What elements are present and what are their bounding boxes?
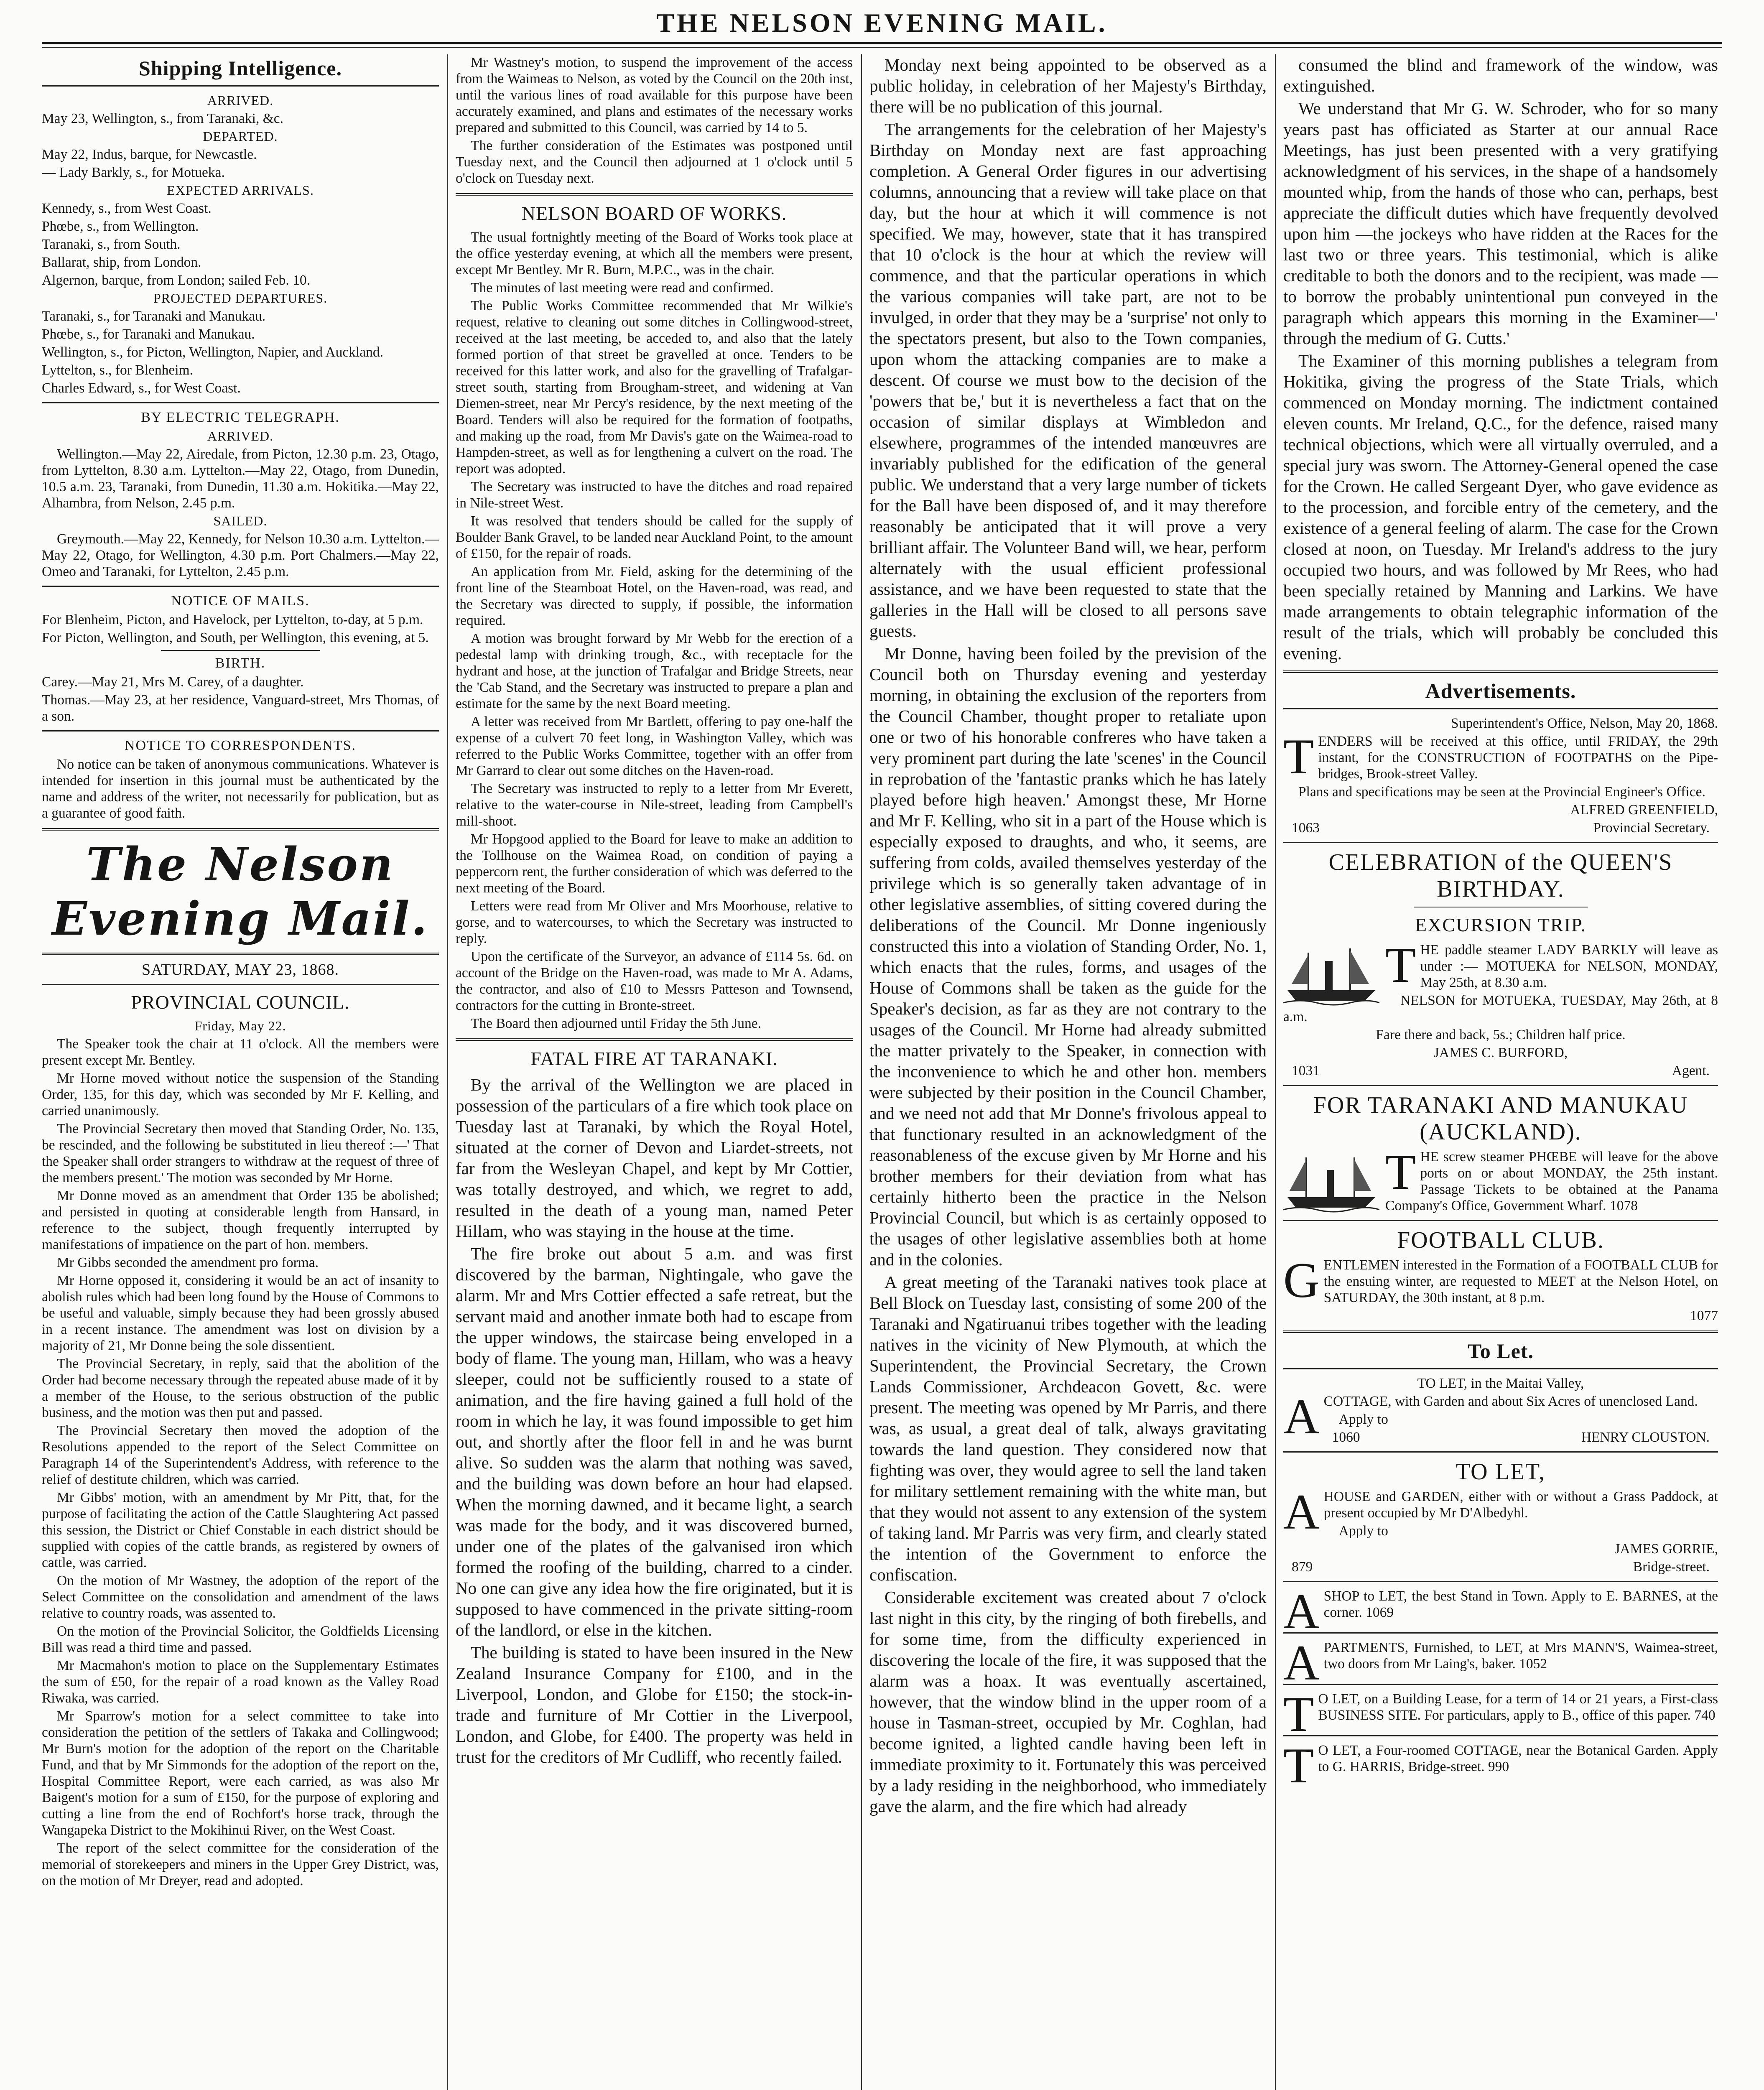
paragraph: By the arrival of the Wellington we are placed in possession of the particulars of a fire which took place on Tuesday last at Taranaki, by which the Royal Hotel, situated at the corner of Devon and Liardet-streets, not far from the Wesleyan Chapel, and kept by Mr Cottier, was totally destroyed, and which, we regret to add, resulted in the death of a young man, named Peter Hillam, who was staying in the house at the time. — [456, 1075, 853, 1241]
paragraph: The building is stated to have been insured in the New Zealand Insurance Company for £100, and in the Liverpool, London, and Globe for £150; the stock-in-trade and furniture of Mr Cottier in the Liverpool, London, and Globe, for £400. The property was held in trust for the creditors of Mr Cudliff, who recently failed. — [456, 1643, 853, 1766]
list-item: Carey.—May 21, Mrs M. Carey, of a daughter. — [42, 674, 304, 690]
correspondents-notice: No notice can be taken of anonymous communications. Whatever is intended for insertion in this journal must be authenticated by the name and address of the writer, not necessarily for publication, but as a guarantee of good faith. — [42, 757, 439, 821]
ad-text: HE paddle steamer LADY BARKLY will leave as under :— MOTUEKA for NELSON, MONDAY, May 25th, at 8.30 a.m. — [1420, 942, 1718, 990]
ad-text: ENTLEMEN interested in the Formation of a FOOTBALL CLUB for the ensuing winter, are requested to MEET at the Nelson Hotel, on SATURDAY, the 30th instant, at 8 p.m. — [1323, 1257, 1718, 1305]
divider — [1283, 1684, 1718, 1685]
ad-heading: FOOTBALL CLUB. — [1397, 1227, 1604, 1253]
to-let-heading: To Let. — [1468, 1339, 1534, 1363]
drop-cap: T — [1385, 1144, 1416, 1200]
ad-title: Agent. — [1672, 1063, 1710, 1078]
paragraph: The Provincial Secretary then moved the adoption of the Resolutions appended to the report of the Select Committee on Paragraph 14 of the Superintendent's Address, with reference to the relief of destitute children, which was carried. — [42, 1423, 439, 1487]
paragraph: The Examiner of this morning publishes a telegram from Hokitika, giving the progress of the State Trials, which commenced on Monday morning. The indictment contained eleven counts. Mr Ireland, Q.C., for the defence, raised many technical objections, which were all virtually overruled, and a special jury was sworn. The Attorney-General opened the case for the Crown. He called Sergeant Dyer, who gave evidence as to the procession, and forcible entry of the cemetery, and the existence of a general feeling of alarm. The case for the Crown closed at noon, on Tuesday. Mr Ireland's address to the jury occupied two hours, and was followed by Mr Rees, who had been specially retained by Manning and Larkins. We have made arrangements to obtain telegraphic information of the result of the trials, which will probably be concluded this evening. — [1283, 351, 1718, 663]
board-of-works-heading: NELSON BOARD OF WORKS. — [521, 203, 787, 224]
divider — [1283, 1632, 1718, 1634]
list-item: Ballarat, ship, from London. — [42, 255, 201, 270]
ad-number: 879 — [1292, 1559, 1313, 1575]
divider — [1283, 1085, 1718, 1086]
ad-number: 1031 — [1292, 1063, 1320, 1078]
ad-house-garden — [1283, 1458, 1718, 1575]
column-4 — [1283, 54, 1718, 2090]
paragraph: The fire broke out about 5 a.m. and was first discovered by the barman, Nightingale, who gave the alarm. Mr and Mrs Cottier effected a safe retreat, but the servant maid and another inmate both had to escape from the upper windows, the staircase being enveloped in a body of flame. The young man, Hillam, who was a heavy sleeper, could not be sufficiently roused to a state of animation, and the fire having gained a full hold of the room in which he lay, it was found impossible to get him out, and shortly after the floor fell in and he was burnt alive. So sudden was the alarm that nothing was saved, and the building was down before an hour had elapsed. When the morning dawned, and it became light, a search was made for the body, and it was discovered burned, under one of the plates of the galvanised iron which formed the roofing of the building, charred to a cinder. No one can give any idea how the fire originated, but it is supposed to have commenced in the private sitting-room of the landlord, or else in the kitchen. — [456, 1244, 853, 1639]
masthead: THE NELSON EVENING MAIL. — [656, 8, 1108, 38]
tel-arrived-heading: ARRIVED. — [207, 428, 274, 443]
ad-cottage-botanical — [1283, 1738, 1718, 1793]
column-1 — [42, 54, 439, 2090]
column-2 — [456, 54, 853, 2090]
paragraph: The Speaker took the chair at 11 o'clock. All the members were present except Mr. Bentley. — [42, 1036, 439, 1068]
divider — [1283, 670, 1718, 673]
ad-football — [1283, 1227, 1718, 1324]
paragraph: An application from Mr. Field, asking for the determining of the front line of the Steamboat Hotel, on the Haven-road, was read, and the Secretary was directed to supply, if possible, the information required. — [456, 564, 853, 628]
paragraph: Letters were read from Mr Oliver and Mrs Moorhouse, relative to gorse, and to watercourses, to which the Secretary was instructed to reply. — [456, 898, 853, 946]
paragraph: Mr Sparrow's motion for a select committee to take into consideration the petition of the settlers of Takaka and Collingwood; Mr Burn's motion for the adoption of the report on the Charitable Fund, and that by Mr Simmonds for the adoption of the report on the, Hospital Committee Report, were each carried, as was also Mr Baigent's motion for a sum of £150, for the purpose of exploring and cutting a line from the end of Rochfort's horse track, through the Wangapeka District to the Mokihinui River, on the West Coast. — [42, 1708, 439, 1838]
list-item: Phœbe, s., from Wellington. — [42, 219, 199, 234]
departed-heading: DEPARTED. — [203, 129, 278, 144]
divider — [1283, 1330, 1718, 1333]
paragraph: Mr Macmahon's motion to place on the Supplementary Estimates the sum of £50, for the repair of a road known as the Valley Road Riwaka, was carried. — [42, 1658, 439, 1706]
expected-list — [42, 200, 439, 288]
arrived-heading: ARRIVED. — [207, 93, 274, 108]
paragraph: Mr Hopgood applied to the Board for leave to make an addition to the Tollhouse on the Waimea Road, on condition of paying a peppercorn rent, the further consideration of which was deferred to the next meeting of the Board. — [456, 831, 853, 896]
paragraph: The Provincial Secretary, in reply, said that the abolition of the Order had become necessary through the repeated abuse made of it by a member of the House, to the serious obstruction of the public business, and the motion was then put and passed. — [42, 1356, 439, 1420]
divider — [1283, 842, 1718, 843]
column-divider — [861, 54, 862, 2090]
paper-nameplate: The Nelson Evening Mail. — [52, 837, 429, 946]
births-list — [42, 674, 439, 724]
council-continued — [456, 54, 853, 186]
ad-text: SHOP to LET, the best Stand in Town. Apply to E. BARNES, at the corner. 1069 — [1323, 1588, 1718, 1620]
ad-phoebe — [1283, 1092, 1718, 1214]
drop-cap: A — [1283, 1583, 1320, 1639]
ad-number: 1077 — [1690, 1308, 1718, 1323]
departed-list — [42, 146, 439, 181]
paragraph: The Provincial Secretary then moved that Standing Order, No. 135, be rescinded, and the following be substituted in lieu thereof :—' That the Speaker shall order strangers to withdraw at the request of three of the members present.' The motion was seconded by Mr Horne. — [42, 1121, 439, 1185]
divider — [161, 650, 320, 651]
divider — [42, 953, 439, 955]
drop-cap: T — [1283, 729, 1314, 784]
column-divider — [447, 54, 448, 2090]
ad-signature: JAMES GORRIE, — [1614, 1541, 1718, 1557]
ad-street: Bridge-street. — [1633, 1559, 1710, 1575]
paragraph: Mr Wastney's motion, to suspend the improvement of the access from the Waimeas to Nelson, as voted by the Council on the 20th inst, until the various lines of road available for this purpose have been accurately examined, and plans and estimates of the necessary works prepared and submitted to this Council, was carried by 14 to 5. — [456, 55, 853, 135]
list-item: May 22, Indus, barque, for Newcastle. — [42, 147, 257, 162]
paragraph: Upon the certificate of the Surveyor, an advance of £114 5s. 6d. on account of the Bridge on the Haven-road, was made to Mr A. Adams, the contractor, and also of £10 to Messrs Patteson and Townsend, contractors for the cutting in Bronte-street. — [456, 949, 853, 1013]
tel-arrived-text: Wellington.—May 22, Airedale, from Picton, 12.30 p.m. 23, Otago, from Lyttelton, 8.30 a.m. Lyttelton.—May 22, Otago, from Dunedin, 10.5 a.m. 23, Taranaki, from Dunedin, 11.30 a.m. Hokitika.—May 22, Alhambra, from Nelson, 2.45 p.m. — [42, 446, 439, 511]
expected-heading: EXPECTED ARRIVALS. — [167, 183, 314, 198]
fire-report — [456, 1074, 853, 1767]
ad-title: Provincial Secretary. — [1593, 820, 1710, 836]
paragraph: The minutes of last meeting were read and confirmed. — [471, 280, 774, 296]
divider — [1283, 1581, 1718, 1582]
list-item: Phœbe, s., for Taranaki and Manukau. — [42, 326, 255, 342]
ad-text: ENDERS will be received at this office, until FRIDAY, the 29th instant, for the CONSTRUCTION of FOOTPATHS on the Pipe-bridges, Brook-street Valley. — [1318, 734, 1718, 782]
ad-heading: TO LET, in the Maitai Valley, — [1417, 1376, 1584, 1391]
local-news — [869, 54, 1267, 1817]
divider — [456, 1038, 853, 1041]
paragraph: On the motion of Mr Wastney, the adoption of the report of the Select Committee on the consolidation and amendment of the laws relative to country roads, was assented to. — [42, 1573, 439, 1621]
ad-signature: ALFRED GREENFIELD, — [1570, 802, 1718, 818]
ad-business-site — [1283, 1686, 1718, 1742]
projected-list — [42, 308, 439, 396]
divider — [42, 586, 439, 587]
paragraph: It was resolved that tenders should be called for the supply of Boulder Bank Gravel, to be landed near Auckland Point, to the amount of £150, for the repair of roads. — [456, 513, 853, 561]
telegraph-heading: BY ELECTRIC TELEGRAPH. — [141, 410, 340, 425]
divider — [42, 85, 439, 87]
divider — [42, 730, 439, 732]
council-date: Friday, May 22. — [194, 1018, 286, 1033]
ad-shop — [1283, 1583, 1718, 1639]
paragraph: Considerable excitement was created about 7 o'clock last night in this city, by the ringing of both firebells, and for some time, from the difficulty experienced in discovering the locale of the fire, it was supposed that the alarm was a hoax. It was eventually ascertained, however, that the window blind in the upper room of a house in Tasman-street, occupied by Mr. Coghlan, had become ignited, a lighted candle having been left in immediate proximity to it. Fortunately this was perceived by a lady residing in the neighborhood, who immediately gave the alarm, and the fire which had already — [869, 1588, 1267, 1816]
divider — [42, 402, 439, 403]
birth-heading: BIRTH. — [215, 655, 266, 671]
divider — [1283, 1368, 1718, 1369]
list-item: For Picton, Wellington, and South, per Wellington, this evening, at 5. — [42, 630, 429, 645]
paragraph: A letter was received from Mr Bartlett, offering to pay one-half the expense of a culvert 70 feet long, in Washington Valley, which was referred to the Public Works Committee, together with an offer from Mr Garrard to clear out some ditches on the Haven-road. — [456, 714, 853, 778]
ad-tenders — [1283, 715, 1718, 836]
divider — [42, 828, 439, 831]
drop-cap: A — [1283, 1389, 1320, 1444]
paragraph: The further consideration of the Estimates was postponed until Tuesday next, and the Council then adjourned at 1 o'clock until 5 o'clock on Tuesday next. — [456, 138, 853, 186]
list-item: Taranaki, s., from South. — [42, 237, 181, 252]
ad-apply: Apply to — [1338, 1523, 1388, 1539]
paragraph: The arrangements for the celebration of her Majesty's Birthday on Monday next are fast approaching completion. A General Order figures in our advertising columns, announcing that a review will take place on that day, but the hour at which it will commence is not specified. We may, however, state that it has transpired that 10 o'clock is the hour at which the review will commence, and that the particular operations in which the various companies will take part, are not to be invulged, in order that they may be a 'surprise' not only to the spectators present, but also to the Town companies, upon whom the attacking companies are to make a descent. Of course we must bow to the decision of the 'powers that be,' but it is nevertheless a fact that on the occasion of similar displays at Wimbledon and elsewhere, programmes of the intended manœuvres are invariably published for the edification of the general public. We understand that a very large number of tickets for the Ball have been disposed of, and it may therefore reasonably be anticipated that it will prove a very brilliant affair. The Volunteer Band will, we hear, perform alternately with the usual efficient professional assistance, and we have been requested to state that the galleries in the Hall will be closed to all persons save guests. — [869, 120, 1267, 640]
paragraph: Mr Donne, having been foiled by the prevision of the Council both on Thursday evening and yesterday morning, in obtaining the exclusion of the reporters from the Council Chamber, thought proper to retaliate upon one or two of his honorable confreres who have taken a very prominent part during the late 'scenes' in the Council in reprobation of the 'fantastic pranks which he has lately played before high heaven.' Amongst these, Mr Horne and Mr F. Kelling, who sit in a part of the House which is especially exposed to draughts, and who, it seems, are suffering from colds, availed themselves yesterday of the privilege which is so generally taken advantage of in other legislative assemblies, of sitting covered during the deliberations of the Council. Mr Donne ingeniously constructed this into a violation of Standing Order, No. 1, which enacts that the rules, forms, and usages of the House of Commons shall be taken as the guide for the Speaker's decision, as far as they are not contrary to the usages of the Council. Mr Horne had already submitted the matter privately to the Speaker, in connection with the inconvenience to which he and other hon. members were subjected by their position in the Council Chamber, and we need not add that Mr Donne's frivolous appeal to that functionary resulted in an acknowledgment of the reasonableness of the excuse given by Mr Horne and his brother members for their deviation from what has certainly hitherto been the practice in the Nelson Provincial Council, but which is as certainly opposed to the usages of other legislative assemblies both at home and in the colonies. — [869, 644, 1267, 1269]
projected-heading: PROJECTED DEPARTURES. — [153, 291, 328, 306]
list-item: Kennedy, s., from West Coast. — [42, 201, 212, 216]
drop-cap: T — [1385, 937, 1416, 993]
list-item: Taranaki, s., for Taranaki and Manukau. — [42, 308, 266, 324]
ad-excursion — [1283, 849, 1718, 1079]
paragraph: We understand that Mr G. W. Schroder, who for so many years past has officiated as Starter at our annual Race Meetings, has just been presented with a very gratifying acknowledgment of his services, in the shape of a handsomely mounted whip, from the hands of those who can, perhaps, best appreciate the difficult duties which have frequently devolved upon him —the jockeys who have ridden at the Races for the last two or three years. This testimonial, which is alike creditable to both the donors and to the recipient, was made —to borrow the probably unintentional pun conveyed in the paragraph which appears this morning in the Examiner—' through the medium of G. Cutts.' — [1283, 99, 1718, 348]
masthead-rule — [42, 42, 1722, 44]
ad-fare: Fare there and back, 5s.; Children half price. — [1376, 1027, 1626, 1042]
council-heading: PROVINCIAL COUNCIL. — [131, 991, 350, 1013]
list-item: Wellington, s., for Picton, Wellington, Napier, and Auckland. — [42, 344, 383, 360]
council-report — [42, 1036, 439, 1889]
paragraph: A great meeting of the Taranaki natives took place at Bell Block on Tuesday last, consisting of some 200 of the Taranaki and Ngatiruanui tribes together with the leading natives in the vicinity of New Plymouth, at which the Superintendent, the Provincial Secretary, the Crown Lands Commissioner, Archdeacon Govett, &c. were present. The meeting was opened by Mr Parris, and there was, as usual, a great deal of talk, always gravitating towards the land question. They considered now that fighting was over, they would agree to sell the land taken for military settlement remaining with the white man, but that they would not assent to any extension of the system of taking land. Mr Parris was very firm, and clearly stated the intention of the Government to enforce the confiscation. — [869, 1272, 1267, 1584]
ad-heading: CELEBRATION of the QUEEN'S BIRTHDAY. — [1328, 849, 1673, 902]
advertisements-heading: Advertisements. — [1425, 679, 1576, 703]
correspondents-heading: NOTICE TO CORRESPONDENTS. — [124, 738, 357, 753]
paragraph: The Secretary was instructed to reply to a letter from Mr Everett, relative to the water-course in Nile-street, leading from Campbell's mill-shoot. — [456, 781, 853, 829]
local-news-continued — [1283, 54, 1718, 664]
ad-heading: FOR TARANAKI AND MANUKAU (AUCKLAND). — [1313, 1092, 1688, 1145]
divider — [1283, 1451, 1718, 1453]
board-of-works-report — [456, 229, 853, 1032]
ad-maitai-cottage — [1283, 1375, 1718, 1445]
list-item: Thomas.—May 23, at her residence, Vanguard-street, Mrs Thomas, of a son. — [42, 692, 439, 724]
list-item: — Lady Barkly, s., for Motueka. — [42, 165, 225, 180]
ad-text: COTTAGE, with Garden and about Six Acres of unenclosed Land. — [1323, 1394, 1698, 1409]
divider — [456, 193, 853, 196]
paragraph: Mr Horne moved without notice the suspension of the Standing Order, 135, for this day, which was seconded by Mr F. Kelling, and carried unanimously. — [42, 1070, 439, 1119]
list-item: For Blenheim, Picton, and Havelock, per Lyttelton, to-day, at 5 p.m. — [42, 612, 423, 627]
column-3 — [869, 54, 1267, 2090]
divider — [1283, 1220, 1718, 1221]
drop-cap: A — [1283, 1484, 1320, 1539]
ad-number: 1060 — [1332, 1430, 1360, 1445]
drop-cap: T — [1283, 1738, 1314, 1793]
ad-apply: Apply to — [1338, 1412, 1388, 1427]
drop-cap: G — [1283, 1252, 1320, 1308]
paragraph: Monday next being appointed to be observed as a public holiday, in celebration of her Majesty's Birthday, there will be no publication of this journal. — [869, 55, 1267, 116]
mails-list — [42, 612, 439, 646]
tel-sailed-text: Greymouth.—May 22, Kennedy, for Nelson 10.30 a.m. Lyttelton.—May 22, Otago, for Wellington, 4.30 p.m. Port Chalmers.—May 22, Omeo and Taranaki, for Lyttelton, 2.45 p.m. — [42, 531, 439, 579]
ad-signature: JAMES C. BURFORD, — [1433, 1045, 1568, 1060]
paragraph: On the motion of the Provincial Solicitor, the Goldfields Licensing Bill was read a third time and passed. — [42, 1624, 439, 1655]
mails-heading: NOTICE OF MAILS. — [171, 593, 310, 609]
ad-subheading: EXCURSION TRIP. — [1415, 914, 1586, 935]
paragraph: The Board then adjourned until Friday the 5th June. — [471, 1016, 761, 1031]
ad-office: Superintendent's Office, Nelson, May 20, 1868. — [1450, 716, 1718, 731]
paragraph: A motion was brought forward by Mr Webb for the erection of a pedestal lamp with drinking trough, &c., with receptacle for the hydrant and hose, at the junction of Trafalgar and Bridge Streets, near the 'Cab Stand, and the Secretary was instructed to prepare a plan and estimate for the same by the next Board meeting. — [456, 631, 853, 711]
shipping-heading: Shipping Intelligence. — [139, 56, 342, 80]
paragraph: consumed the blind and framework of the window, was extinguished. — [1283, 55, 1718, 95]
ad-number: 1063 — [1292, 820, 1320, 836]
ad-text: HOUSE and GARDEN, either with or without a Grass Paddock, at present occupied by Mr D'Albedyhl. — [1323, 1489, 1718, 1521]
paragraph: The Secretary was instructed to have the ditches and road repaired in Nile-street West. — [456, 479, 853, 511]
list-item: Charles Edward, s., for West Coast. — [42, 380, 241, 396]
issue-date: SATURDAY, MAY 23, 1868. — [141, 961, 339, 979]
tel-sailed-heading: SAILED. — [213, 513, 268, 528]
ad-apartments — [1283, 1635, 1718, 1690]
ad-text: O LET, a Four-roomed COTTAGE, near the Botanical Garden. Apply to G. HARRIS, Bridge-street. 990 — [1318, 1743, 1718, 1774]
paragraph: The usual fortnightly meeting of the Board of Works took place at the office yesterday evening, at which all the members were present, except Mr Bentley. Mr R. Burn, M.P.C., was in the chair. — [456, 229, 853, 278]
list-item: Algernon, barque, from London; sailed Feb. 10. — [42, 273, 310, 288]
ad-text: O LET, on a Building Lease, for a term of 14 or 21 years, a First-class BUSINESS SITE. For particulars, apply to B., office of this paper. 740 — [1318, 1691, 1718, 1723]
masthead-rule-thin — [42, 47, 1722, 48]
ad-heading: TO LET, — [1456, 1459, 1546, 1485]
steamer-icon — [1283, 944, 1379, 1007]
ad-text: PARTMENTS, Furnished, to LET, at Mrs MANN'S, Waimea-street, two doors from Mr Laing's, baker. 1052 — [1323, 1640, 1718, 1672]
paragraph: Mr Gibbs seconded the amendment pro forma. — [57, 1255, 319, 1270]
drop-cap: T — [1283, 1686, 1314, 1742]
paragraph: Mr Horne opposed it, considering it would be an act of insanity to abolish rules which had been long found by the House of Commons to be useful and valuable, simply because they had been grossly abused in a recent instance. The amendment was lost on division by a majority of 21, Mr Donne being the sole dissentient. — [42, 1273, 439, 1353]
ad-number: 1078 — [1609, 1198, 1638, 1213]
ad-text: NELSON for MOTUEKA, TUESDAY, May 26th, at 8 a.m. — [1283, 993, 1718, 1025]
paragraph: Mr Gibbs' motion, with an amendment by Mr Pitt, that, for the purpose of facilitating the action of the Cattle Slaughtering Act passed this session, the District or Chief Constable in each district should be supplied with copies of the cattle brands, as registered by owners of cattle, was carried. — [42, 1490, 439, 1570]
drop-cap: A — [1283, 1635, 1320, 1690]
ad-signature: HENRY CLOUSTON. — [1581, 1430, 1710, 1445]
divider — [1283, 1735, 1718, 1736]
ad-text: HE screw steamer PHŒBE will leave for the above ports on or about MONDAY, the 25th instant. Passage Tickets to be obtained at the Panama Company's Office, Government Wharf. — [1385, 1149, 1718, 1213]
divider — [1283, 708, 1718, 709]
ad-plans: Plans and specifications may be seen at the Provincial Engineer's Office. — [1298, 784, 1705, 800]
divider — [42, 984, 439, 985]
paragraph: The report of the select committee for the consideration of the memorial of storekeepers and miners in the Upper Grey District, was, on the motion of Mr Dreyer, read and adopted. — [42, 1840, 439, 1889]
fire-heading: FATAL FIRE AT TARANAKI. — [530, 1048, 778, 1069]
column-divider — [1275, 54, 1276, 2090]
list-item: Lyttelton, s., for Blenheim. — [42, 362, 193, 378]
paragraph: The Public Works Committee recommended that Mr Wilkie's request, relative to cleaning out some ditches in Collingwood-street, received at the last meeting, be acceded to, and also that the lately formed portion of that street be gravelled at once. Tenders to be received for this latter work, and also for the gravelling of Trafalgar-street south, starting from Brougham-street, and widening at Van Diemen-street, near Mr Percy's residence, by the next meeting of the Board. Tenders will also be required for the formation of footpaths, and making up the road, from Mr Davis's gate on the Waimea-road to Hampden-street, as well as for lengthening a culvert on the road. The report was adopted. — [456, 298, 853, 477]
arrived-entry: May 23, Wellington, s., from Taranaki, &c. — [42, 111, 284, 126]
paragraph: Mr Donne moved as an amendment that Order 135 be abolished; and persisted in quoting at considerable length from Hansard, in reference to the subject, though frequently interrupted by manifestations of impatience on the part of hon. members. — [42, 1188, 439, 1252]
steamer-icon — [1283, 1151, 1379, 1214]
